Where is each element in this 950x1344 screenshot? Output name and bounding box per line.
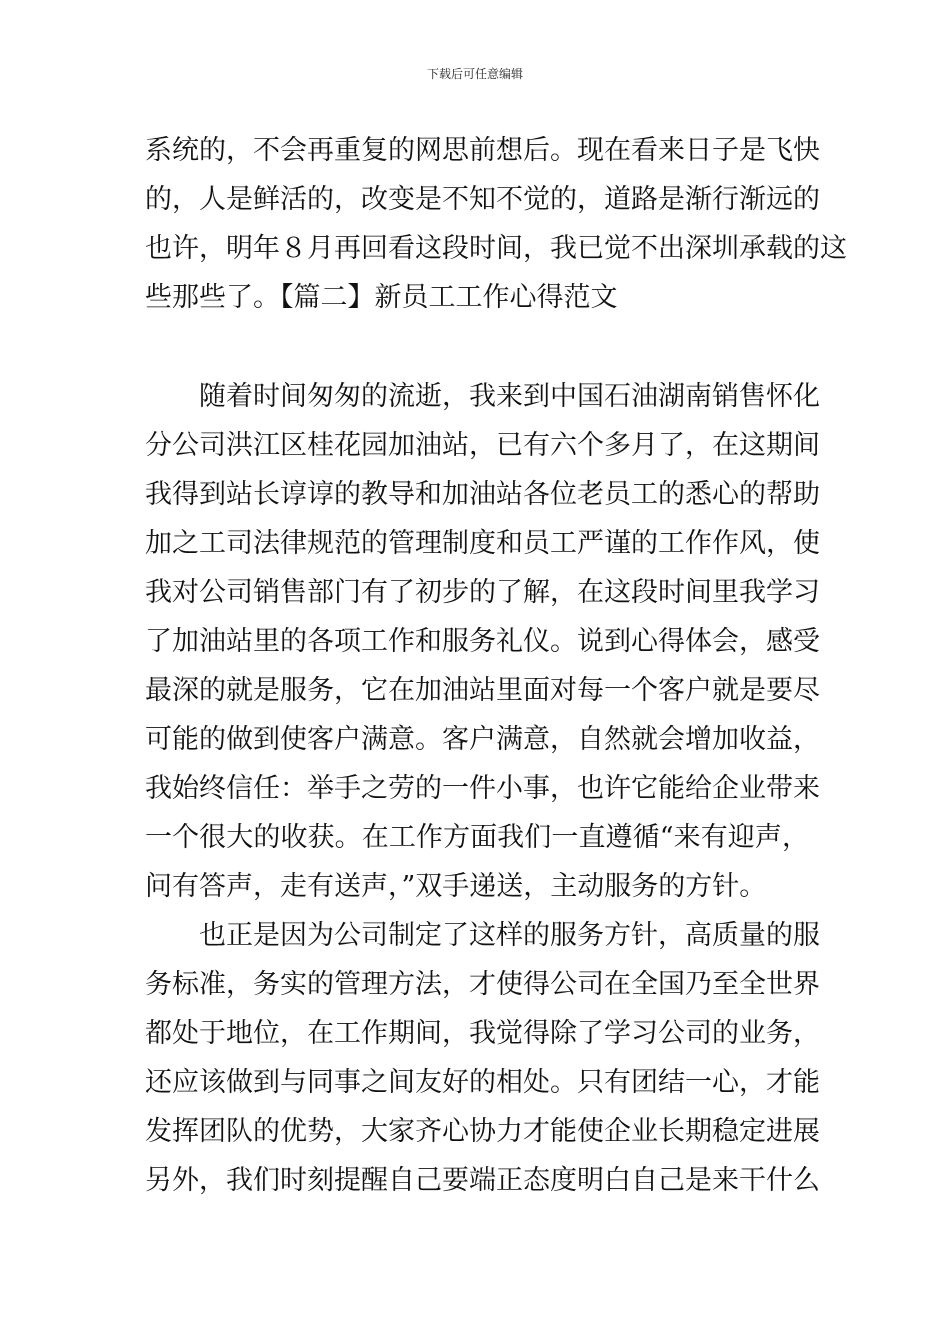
text-line: 可能的做到使客户满意。客户满意，自然就会增加收益，	[145, 724, 820, 755]
text-line: 还应该做到与同事之间友好的相处。只有团结一心，才能	[145, 1067, 820, 1098]
text-line: 我对公司销售部门有了初步的了解，在这段时间里我学习	[145, 577, 820, 608]
text-line: 另外，我们时刻提醒自己要端正态度明白自己是来干什么	[145, 1165, 820, 1196]
paragraph-2	[145, 911, 820, 1205]
text-line: 加之工司法律规范的管理制度和员工严谨的工作作风，使	[145, 528, 820, 559]
text-line: 务标准，务实的管理方法，才使得公司在全国乃至全世界	[145, 969, 820, 1000]
text-line: 问有答声，走有送声，”双手递送，主动服务的方针。	[145, 871, 767, 902]
text-line: 都处于地位，在工作期间，我觉得除了学习公司的业务，	[145, 1018, 820, 1049]
paragraph-1	[145, 372, 820, 911]
continuation-paragraph	[145, 126, 847, 322]
text-line: 发挥团队的优势，大家齐心协力才能使企业长期稳定进展	[145, 1116, 820, 1147]
text-line: 最深的就是服务，它在加油站里面对每一个客户就是要尽	[145, 675, 820, 706]
text-line: 也正是因为公司制定了这样的服务方针，高质量的服	[199, 920, 820, 951]
text-line: 一个很大的收获。在工作方面我们一直遵循“来有迎声，	[145, 822, 809, 853]
page-header: 下载后可任意编辑	[426, 67, 523, 81]
text-line: 随着时间匆匆的流逝，我来到中国石油湖南销售怀化	[199, 381, 820, 412]
text-line: 些那些了。【篇二】新员工工作心得范文	[145, 282, 618, 313]
text-line: 的，人是鲜活的，改变是不知不觉的，道路是渐行渐远的	[145, 184, 820, 215]
text-line: 也许，明年８月再回看这段时间，我已觉不出深圳承载的这	[145, 233, 847, 264]
text-line: 了加油站里的各项工作和服务礼仪。说到心得体会，感受	[145, 626, 820, 657]
text-line: 我始终信任：举手之劳的一件小事，也许它能给企业带来	[145, 773, 820, 804]
text-line: 我得到站长谆谆的教导和加油站各位老员工的悉心的帮助	[145, 479, 820, 510]
text-line: 系统的，不会再重复的网思前想后。现在看来日子是飞快	[145, 135, 820, 166]
text-line: 分公司洪江区桂花园加油站，已有六个多月了，在这期间	[145, 430, 820, 461]
